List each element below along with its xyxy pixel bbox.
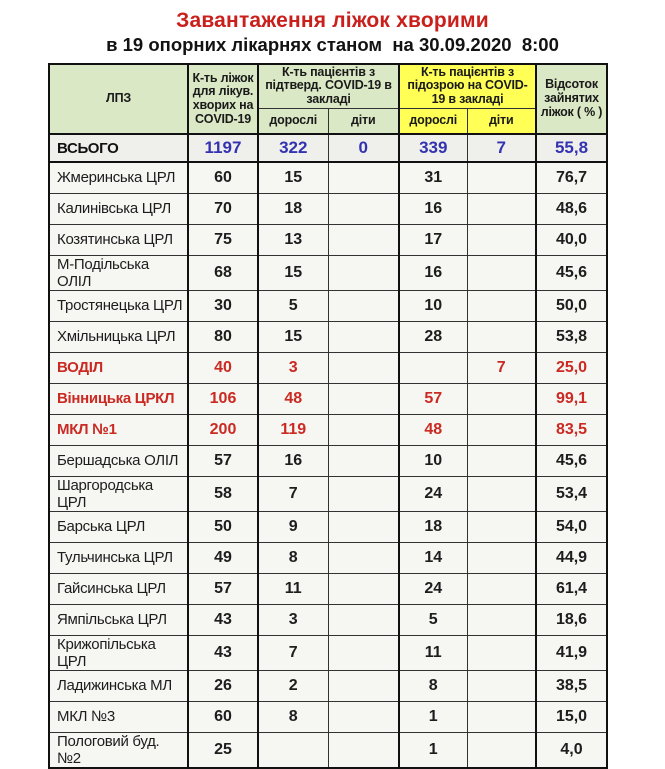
confirmed-children-value — [328, 635, 399, 670]
percent-value: 15,0 — [536, 701, 607, 732]
suspected-children-value — [467, 224, 536, 255]
beds-value: 49 — [188, 542, 258, 573]
suspected-adults-value: 14 — [399, 542, 467, 573]
confirmed-children-value — [328, 445, 399, 476]
confirmed-adults-value: 8 — [258, 542, 328, 573]
hospital-name: Бершадська ОЛІЛ — [49, 445, 188, 476]
suspected-children-value — [467, 290, 536, 321]
table-header — [49, 64, 607, 134]
hospital-name: Тростянецька ЦРЛ — [49, 290, 188, 321]
confirmed-adults-value: 18 — [258, 193, 328, 224]
confirmed-adults-value: 9 — [258, 511, 328, 542]
table-body — [49, 134, 607, 768]
suspected-adults-value: 11 — [399, 635, 467, 670]
suspected-children-value — [467, 542, 536, 573]
col-group-confirmed: К-ть пацієнтів з підтверд. COVID-19 в закладі — [258, 64, 399, 108]
beds-value: 106 — [188, 383, 258, 414]
hospital-row — [49, 635, 607, 670]
hospital-name: Барська ЦРЛ — [49, 511, 188, 542]
hospital-name: Ладижинська МЛ — [49, 670, 188, 701]
beds-value: 40 — [188, 352, 258, 383]
hospital-row — [49, 573, 607, 604]
suspected-adults-value: 18 — [399, 511, 467, 542]
hospital-name: МКЛ №1 — [49, 414, 188, 445]
total-row — [49, 134, 607, 162]
hospital-name: Козятинська ЦРЛ — [49, 224, 188, 255]
confirmed-children-value — [328, 162, 399, 193]
confirmed-children-value — [328, 604, 399, 635]
confirmed-children-value — [328, 701, 399, 732]
hospital-row — [49, 701, 607, 732]
hospital-name: Вінницька ЦРКЛ — [49, 383, 188, 414]
percent-value: 54,0 — [536, 511, 607, 542]
suspected-adults-value: 24 — [399, 573, 467, 604]
confirmed-children-value — [328, 542, 399, 573]
suspected-adults-value: 16 — [399, 255, 467, 290]
percent-value: 48,6 — [536, 193, 607, 224]
hospital-name: Крижопільська ЦРЛ — [49, 635, 188, 670]
suspected-children-value — [467, 670, 536, 701]
hospital-row — [49, 224, 607, 255]
confirmed-children-value — [328, 476, 399, 511]
hospital-name: Калинівська ЦРЛ — [49, 193, 188, 224]
col-header-confirmed-adults: дорослі — [258, 108, 328, 134]
total-beds-value: 1197 — [188, 134, 258, 162]
suspected-children-value — [467, 732, 536, 768]
beds-value: 60 — [188, 162, 258, 193]
confirmed-children-value — [328, 511, 399, 542]
confirmed-children-value — [328, 732, 399, 768]
hospital-name: ВОДІЛ — [49, 352, 188, 383]
confirmed-adults-value: 119 — [258, 414, 328, 445]
confirmed-adults-value: 3 — [258, 352, 328, 383]
confirmed-adults-value: 7 — [258, 635, 328, 670]
hospital-row — [49, 383, 607, 414]
confirmed-adults-value: 7 — [258, 476, 328, 511]
suspected-children-value — [467, 414, 536, 445]
total-confirmed-adults-value: 322 — [258, 134, 328, 162]
suspected-children-value — [467, 255, 536, 290]
hospital-row — [49, 670, 607, 701]
percent-value: 18,6 — [536, 604, 607, 635]
confirmed-adults-value: 5 — [258, 290, 328, 321]
hospital-row — [49, 321, 607, 352]
col-header-suspected-children: діти — [467, 108, 536, 134]
hospital-row — [49, 162, 607, 193]
beds-value: 43 — [188, 635, 258, 670]
col-group-suspected: К-ть пацієнтів з підозрою на COVID-19 в закладі — [399, 64, 536, 108]
confirmed-adults-value: 15 — [258, 162, 328, 193]
suspected-children-value — [467, 476, 536, 511]
suspected-children-value — [467, 162, 536, 193]
suspected-adults-value: 10 — [399, 445, 467, 476]
percent-value: 38,5 — [536, 670, 607, 701]
total-label: ВСЬОГО — [49, 134, 188, 162]
suspected-adults-value: 1 — [399, 701, 467, 732]
col-header-confirmed-children: діти — [328, 108, 399, 134]
suspected-children-value — [467, 321, 536, 352]
suspected-children-value — [467, 573, 536, 604]
beds-value: 30 — [188, 290, 258, 321]
suspected-adults-value: 5 — [399, 604, 467, 635]
hospital-name: М-Подільська ОЛІЛ — [49, 255, 188, 290]
percent-value: 45,6 — [536, 255, 607, 290]
hospital-row — [49, 476, 607, 511]
hospital-row — [49, 255, 607, 290]
confirmed-children-value — [328, 573, 399, 604]
confirmed-children-value — [328, 414, 399, 445]
hospital-name: Шаргородська ЦРЛ — [49, 476, 188, 511]
hospital-row — [49, 511, 607, 542]
total-confirmed-children-value: 0 — [328, 134, 399, 162]
suspected-adults-value: 24 — [399, 476, 467, 511]
suspected-children-value — [467, 511, 536, 542]
percent-value: 41,9 — [536, 635, 607, 670]
suspected-adults-value: 28 — [399, 321, 467, 352]
confirmed-adults-value: 2 — [258, 670, 328, 701]
confirmed-children-value — [328, 255, 399, 290]
percent-value: 53,4 — [536, 476, 607, 511]
confirmed-adults-value: 11 — [258, 573, 328, 604]
confirmed-adults-value: 48 — [258, 383, 328, 414]
beds-value: 58 — [188, 476, 258, 511]
confirmed-children-value — [328, 670, 399, 701]
hospital-row — [49, 542, 607, 573]
hospital-row — [49, 193, 607, 224]
hospital-row — [49, 445, 607, 476]
hospital-row — [49, 290, 607, 321]
beds-value: 75 — [188, 224, 258, 255]
beds-value: 57 — [188, 573, 258, 604]
hospital-row — [49, 604, 607, 635]
suspected-children-value: 7 — [467, 352, 536, 383]
hospital-name: Жмеринська ЦРЛ — [49, 162, 188, 193]
confirmed-children-value — [328, 383, 399, 414]
beds-value: 43 — [188, 604, 258, 635]
percent-value: 4,0 — [536, 732, 607, 768]
confirmed-adults-value: 8 — [258, 701, 328, 732]
confirmed-adults-value: 13 — [258, 224, 328, 255]
suspected-children-value — [467, 635, 536, 670]
beds-value: 70 — [188, 193, 258, 224]
bed-occupancy-table — [48, 63, 608, 769]
suspected-children-value — [467, 445, 536, 476]
beds-value: 68 — [188, 255, 258, 290]
suspected-children-value — [467, 193, 536, 224]
confirmed-adults-value — [258, 732, 328, 768]
beds-value: 57 — [188, 445, 258, 476]
hospital-name: Гайсинська ЦРЛ — [49, 573, 188, 604]
percent-value: 40,0 — [536, 224, 607, 255]
hospital-name: МКЛ №3 — [49, 701, 188, 732]
percent-value: 44,9 — [536, 542, 607, 573]
hospital-row — [49, 352, 607, 383]
beds-value: 80 — [188, 321, 258, 352]
beds-value: 25 — [188, 732, 258, 768]
hospital-name: Пологовий буд. №2 — [49, 732, 188, 768]
suspected-adults-value: 17 — [399, 224, 467, 255]
percent-value: 99,1 — [536, 383, 607, 414]
total-suspected-children-value: 7 — [467, 134, 536, 162]
beds-value: 26 — [188, 670, 258, 701]
col-header-percent: Відсоток зайнятих ліжок ( % ) — [536, 64, 607, 134]
col-header-beds: К-ть ліжок для лікув. хворих на COVID-19 — [188, 64, 258, 134]
suspected-adults-value — [399, 352, 467, 383]
percent-value: 83,5 — [536, 414, 607, 445]
confirmed-children-value — [328, 193, 399, 224]
hospital-row — [49, 414, 607, 445]
suspected-children-value — [467, 383, 536, 414]
hospital-name: Тульчинська ЦРЛ — [49, 542, 188, 573]
percent-value: 45,6 — [536, 445, 607, 476]
confirmed-children-value — [328, 321, 399, 352]
suspected-children-value — [467, 604, 536, 635]
suspected-adults-value: 31 — [399, 162, 467, 193]
total-suspected-adults-value: 339 — [399, 134, 467, 162]
percent-value: 50,0 — [536, 290, 607, 321]
percent-value: 76,7 — [536, 162, 607, 193]
confirmed-children-value — [328, 352, 399, 383]
suspected-adults-value: 1 — [399, 732, 467, 768]
col-header-lpz: ЛПЗ — [49, 64, 188, 134]
page-title: Завантаження ліжок хворими — [176, 9, 489, 32]
hospital-name: Хмільницька ЦРЛ — [49, 321, 188, 352]
suspected-adults-value: 10 — [399, 290, 467, 321]
percent-value: 25,0 — [536, 352, 607, 383]
confirmed-adults-value: 3 — [258, 604, 328, 635]
suspected-adults-value: 8 — [399, 670, 467, 701]
confirmed-children-value — [328, 290, 399, 321]
suspected-adults-value: 48 — [399, 414, 467, 445]
confirmed-adults-value: 15 — [258, 321, 328, 352]
confirmed-children-value — [328, 224, 399, 255]
beds-value: 200 — [188, 414, 258, 445]
col-header-suspected-adults: дорослі — [399, 108, 467, 134]
suspected-adults-value: 16 — [399, 193, 467, 224]
total-percent-value: 55,8 — [536, 134, 607, 162]
hospital-name: Ямпільська ЦРЛ — [49, 604, 188, 635]
percent-value: 61,4 — [536, 573, 607, 604]
suspected-adults-value: 57 — [399, 383, 467, 414]
hospital-row — [49, 732, 607, 768]
confirmed-adults-value: 15 — [258, 255, 328, 290]
beds-value: 60 — [188, 701, 258, 732]
percent-value: 53,8 — [536, 321, 607, 352]
confirmed-adults-value: 16 — [258, 445, 328, 476]
suspected-children-value — [467, 701, 536, 732]
page-subtitle: в 19 опорних лікарнях станом на 30.09.2020 8:00 — [106, 34, 559, 55]
beds-value: 50 — [188, 511, 258, 542]
